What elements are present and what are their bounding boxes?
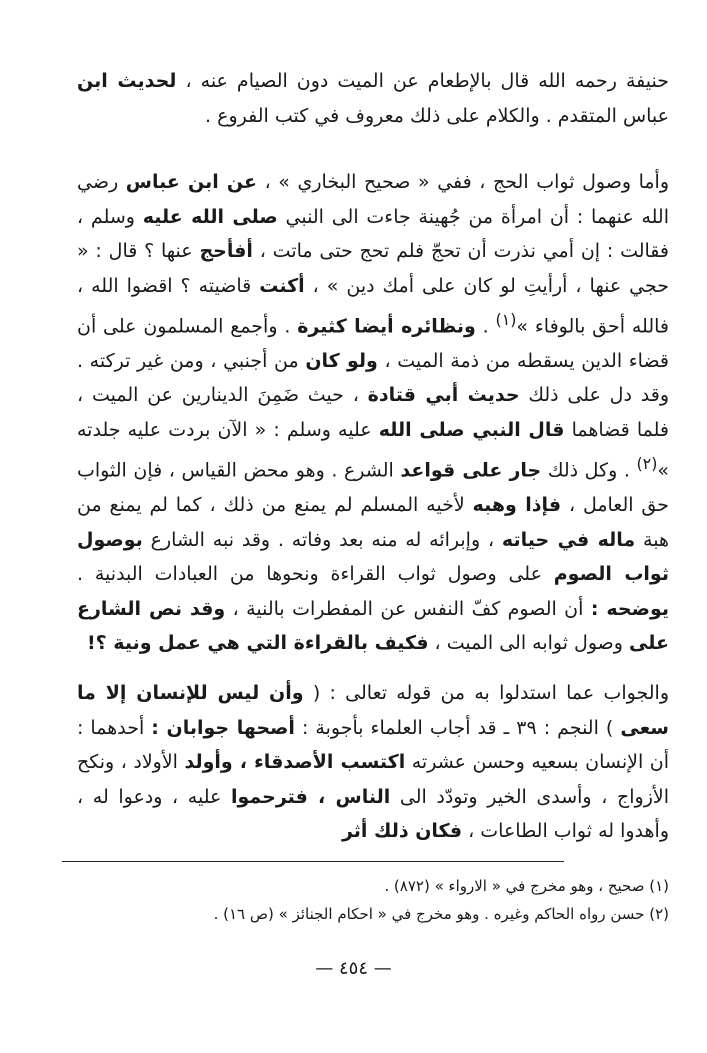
paragraph-2-text: . وأجمع المسلمون على أن قضاء الدين يسقطه من ذمة الميت ، xyxy=(77,315,670,372)
paragraph-1 xyxy=(77,64,669,133)
bold-phrase: ونظائره أيضا كثيرة xyxy=(297,315,476,338)
bold-phrase: ماله في حياته xyxy=(501,528,636,551)
paragraph-2-text: الشرع . وهو محض القياس ، فإن الثواب حق العامل ، xyxy=(77,459,669,517)
paragraph-2-text: ، حيث ضَمِنَ الدينارين عن الميت ، فلما قضاهما xyxy=(77,384,669,441)
bold-phrase: أفأحج xyxy=(199,240,253,262)
bold-phrase: صلى الله عليه xyxy=(142,205,278,228)
paragraph-3-text: والجواب عما استدلوا به من قوله تعالى : ( xyxy=(303,682,669,704)
footnote-2: (٢) حسن رواه الحاكم وغيره . وهو مخرج في « احكام الجنائز » (ص ١٦) . xyxy=(213,905,669,923)
paragraph-2-text: على وصول ثواب القراءة ونحوها من العبادات البدنية . xyxy=(77,563,554,586)
bold-phrase: لحديث ابن xyxy=(77,70,177,92)
footnote-ref-2: (٢) xyxy=(636,454,658,474)
paragraph-2-text: عليه وسلم : « الآن بردت عليه جلدته » xyxy=(77,418,669,482)
paragraph-2-text: ، وإبرائه له منه بعد وفاته . وقد نبه الشارع xyxy=(142,528,502,551)
paragraph-1-text: عباس المتقدم . والكلام على ذلك معروف في كتب الفروع . xyxy=(205,104,669,127)
paragraph-3-text: أحدهما : أن الإنسان بسعيه وحسن عشرته xyxy=(77,716,669,773)
paragraph-2-text: وأما وصول ثواب الحج ، ففي « صحيح البخاري » ، xyxy=(256,171,670,193)
quran-verse: وأن ليس للإنسان إلا ما سعى xyxy=(77,682,669,739)
bold-phrase: أصحها جوابان : xyxy=(151,716,295,739)
paragraph-3-text: الأولاد ، ونكح الأزواج ، وأسدى الخير وتودّد الى xyxy=(77,751,669,808)
bold-phrase: قال النبي صلى الله xyxy=(378,418,565,441)
bold-phrase: الناس ، فترحموا xyxy=(230,785,391,808)
paragraph-2-text: عنها ؟ قال : « حجي عنها ، أرأيتِ لو كان على أمك دين » ، xyxy=(77,240,669,297)
paragraph-3 xyxy=(77,676,669,849)
bold-phrase: أكنت xyxy=(259,274,305,297)
bold-phrase: بوصول ثواب الصوم xyxy=(77,528,669,586)
bold-phrase: وقد نص الشارع على xyxy=(77,597,669,655)
bold-phrase: فكيف بالقراءة التي هي عمل ونية ؟! xyxy=(87,632,429,655)
footnote-1: (١) صحيح ، وهو مخرج في « الارواء » (٨٧٢) . xyxy=(384,877,669,895)
paragraph-2-text: . وكل ذلك xyxy=(541,459,637,482)
bold-phrase: فكان ذلك أثر xyxy=(341,820,463,842)
bold-phrase: جار على قواعد xyxy=(400,459,542,482)
footnote-ref-1: (١) xyxy=(495,310,517,329)
paragraph-2-text: لأخيه المسلم لم يمنع من ذلك ، كما لم يمنع من هبة xyxy=(77,494,669,551)
bold-phrase: حديث أبي قتادة xyxy=(367,384,520,407)
paragraph-2-text: وسلم ، فقالت : إن أمي نذرت أن تحجّ فلم تحج حتى ماتت ، xyxy=(77,205,669,262)
paragraph-1-text: حنيفة رحمه الله قال بالإطعام عن الميت دون الصيام عنه ، xyxy=(176,70,669,92)
paragraph-2-text: رضي الله عنهما : أن امرأة من جُهينة جاءت الى النبي xyxy=(77,171,669,228)
paragraph-2-text: أن الصوم كفّ النفس عن المفطرات بالنية ، xyxy=(225,597,591,620)
paragraph-3-text: عليه ، ودعوا له ، وأهدوا له ثواب الطاعات ، xyxy=(77,785,669,842)
bold-phrase: يوضحه : xyxy=(590,597,669,620)
paragraph-2-text: وصول ثوابه الى الميت ، xyxy=(428,632,630,655)
bold-phrase: ولو كان xyxy=(305,349,378,372)
paragraph-2 xyxy=(77,165,669,661)
paragraph-2-text: من أجنبي ، ومن غير تركته . وقد دل على ذلك xyxy=(77,349,669,407)
bold-phrase: فإذا وهبه xyxy=(472,494,562,517)
paragraph-2-text: قاضيته ؟ اقضوا الله ، فالله أحق بالوفاء » xyxy=(77,274,669,338)
bold-phrase: اكتسب الأصدقاء ، وأولد xyxy=(184,751,406,773)
page-number: — ٤٥٤ — xyxy=(315,958,392,979)
paragraph-3-text: ) النجم : ٣٩ ـ قد أجاب العلماء بأجوبة : xyxy=(294,716,621,739)
paragraph-2-text: . xyxy=(475,315,496,338)
bold-phrase: عن ابن عباس xyxy=(125,171,257,193)
footnote-divider xyxy=(62,861,564,862)
